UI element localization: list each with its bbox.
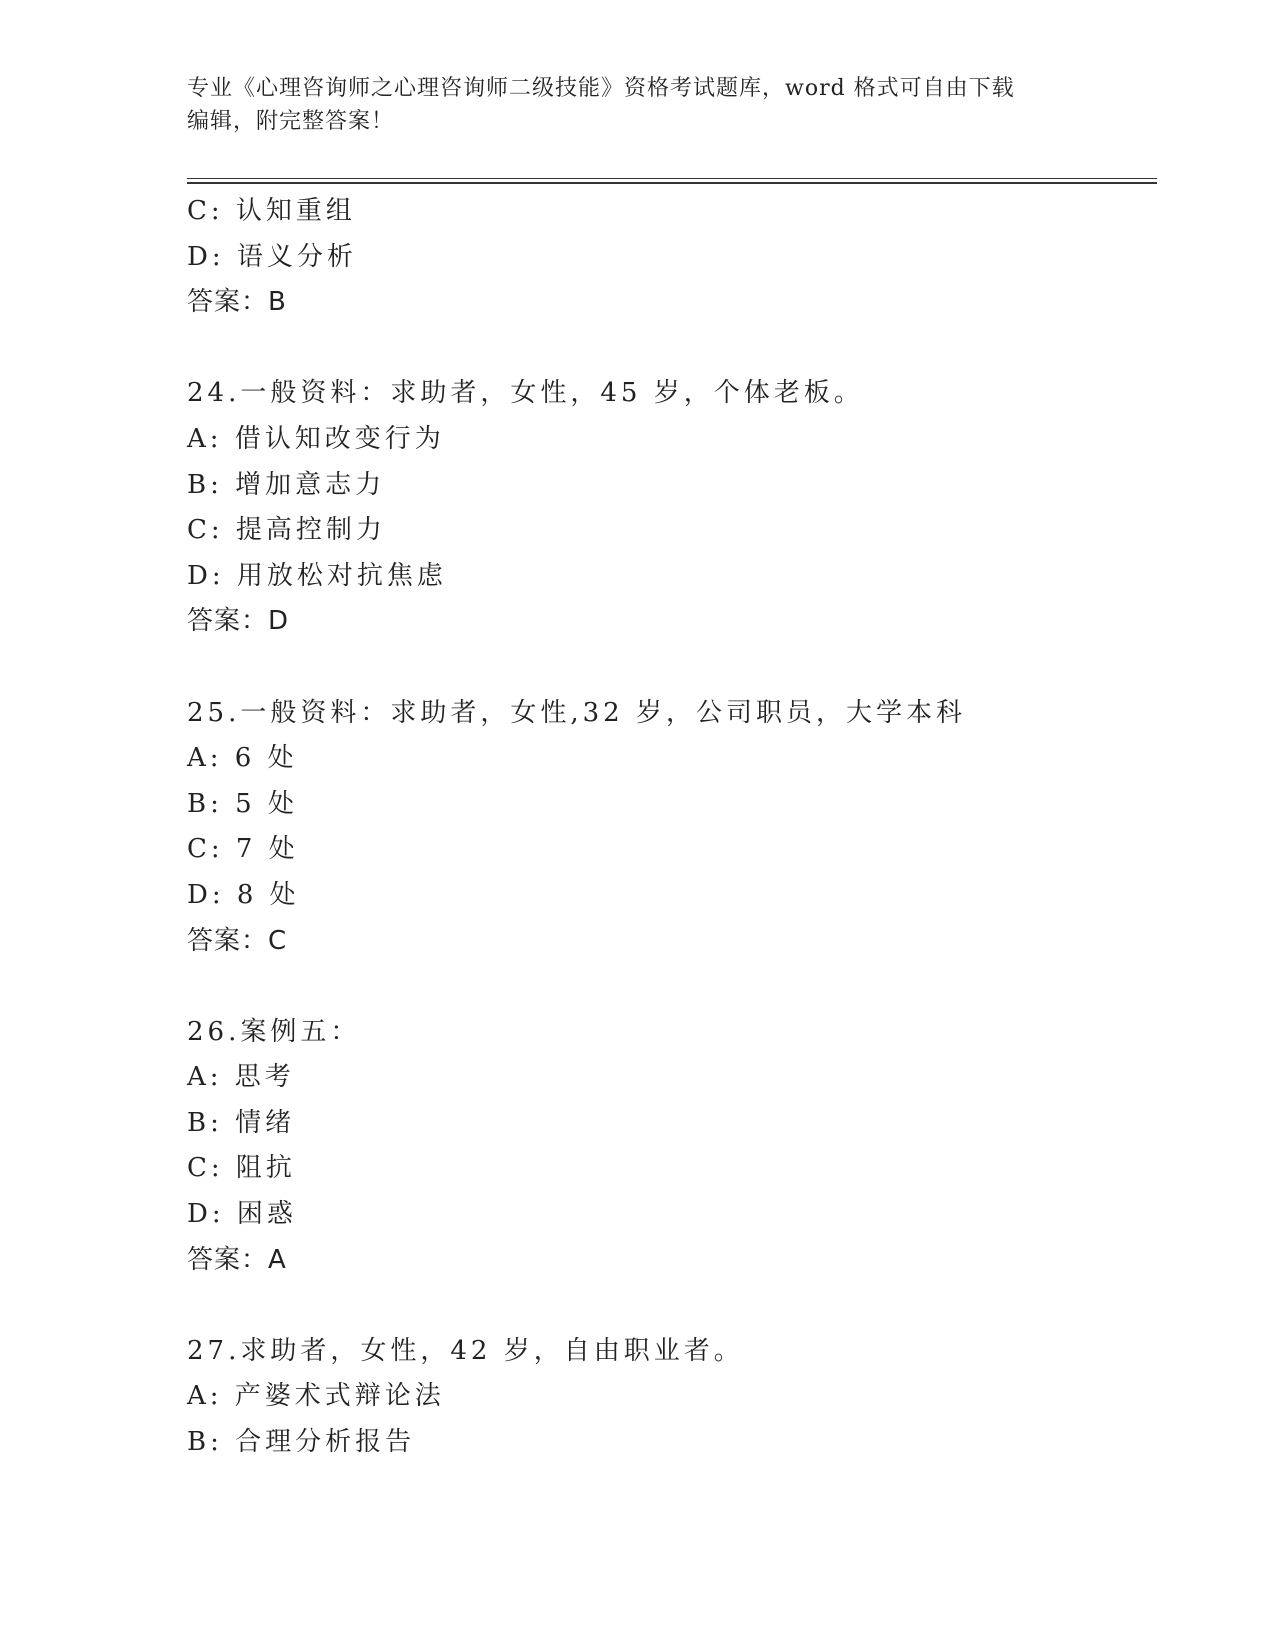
- spacer: [187, 326, 1147, 372]
- question-27: [187, 1329, 1147, 1466]
- question-stem: 24.一般资料：求助者，女性，45 岁，个体老板。: [187, 378, 864, 409]
- option-a: A: 6 处: [187, 743, 298, 774]
- option-c: C: 阻抗: [187, 1153, 296, 1184]
- question-stem: 25.一般资料：求助者，女性,32 岁，公司职员，大学本科: [187, 697, 966, 728]
- answer-line: 答案：C: [187, 925, 288, 956]
- question-24: [187, 371, 1147, 645]
- option-a: A: 借认知改变行为: [187, 423, 445, 454]
- option-c: C: 提高控制力: [187, 515, 386, 546]
- option-b: B: 合理分析报告: [187, 1427, 416, 1458]
- option-c: C: 7 处: [187, 834, 299, 865]
- question-stem: 27.求助者，女性，42 岁，自由职业者。: [187, 1335, 744, 1366]
- header-rule-thin: [187, 178, 1157, 179]
- answer-line: 答案：D: [187, 606, 290, 637]
- answer-line: 答案：B: [187, 287, 287, 318]
- option-b: B: 情绪: [187, 1107, 296, 1138]
- option-a: A: 思考: [187, 1062, 295, 1093]
- option-b: B: 5 处: [187, 788, 298, 819]
- question-25: [187, 691, 1147, 965]
- header-rule-thick: [187, 182, 1157, 184]
- option-b: B: 增加意志力: [187, 469, 386, 500]
- option-c: C: 认知重组: [187, 196, 356, 226]
- question-list: [187, 189, 1147, 1466]
- spacer: [187, 964, 1147, 1010]
- document-header: [187, 72, 1087, 138]
- header-line-2: 编辑，附完整答案！: [187, 109, 395, 134]
- option-d: D: 语义分析: [187, 241, 357, 272]
- question-23-continued: [187, 189, 1147, 326]
- option-d: D: 困惑: [187, 1199, 297, 1230]
- option-a: A: 产婆术式辩论法: [187, 1381, 445, 1412]
- answer-line: 答案：A: [187, 1244, 287, 1275]
- spacer: [187, 1283, 1147, 1329]
- spacer: [187, 645, 1147, 691]
- option-d: D: 用放松对抗焦虑: [187, 560, 447, 591]
- question-26: [187, 1010, 1147, 1284]
- question-stem: 26.案例五：: [187, 1016, 361, 1047]
- option-d: D: 8 处: [187, 879, 300, 910]
- header-line-1: 专业《心理咨询师之心理咨询师二级技能》资格考试题库，word 格式可自由下载: [187, 76, 1015, 101]
